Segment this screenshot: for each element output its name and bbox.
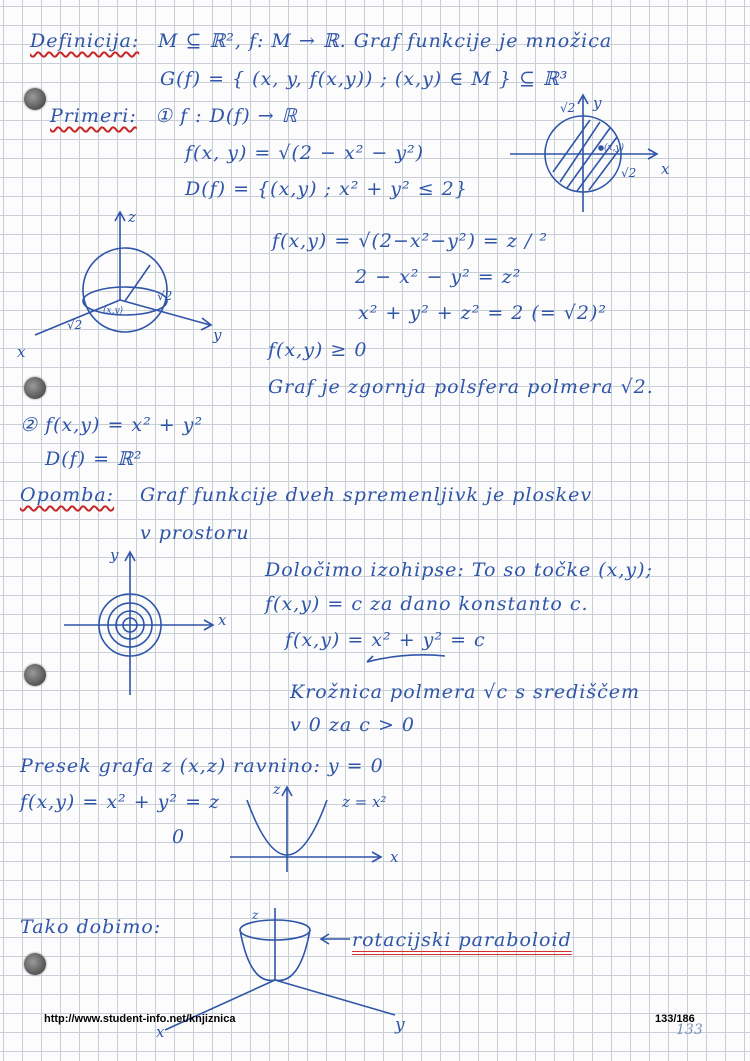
hemisphere-outline <box>83 248 167 332</box>
examples-label: Primeri: <box>50 105 137 127</box>
x-label: x <box>661 160 670 178</box>
handwritten-page-number: 133 <box>676 1022 703 1038</box>
equation-1: f(x,y) = √(2−x²−y²) = z / ² <box>272 230 548 252</box>
x-label: x <box>156 1023 165 1041</box>
isohypse-line-3: f(x,y) = x² + y² = c <box>285 629 486 651</box>
z-label: z <box>128 208 136 226</box>
conclusion-text: Tako dobimo: <box>20 916 162 938</box>
footer-url: http://www.student-info.net/knjiznica <box>44 1013 236 1025</box>
paraboloid-label: rotacijski paraboloid <box>352 929 572 951</box>
sqrt2-right-label: √2 <box>621 166 637 180</box>
point-label: (x,y) <box>103 306 124 316</box>
example1-domain: D(f) = {(x,y) ; x² + y² ≤ 2} <box>185 178 468 200</box>
punch-hole <box>24 664 46 686</box>
sqrt2-top-label: √2 <box>560 101 576 115</box>
y-axis <box>275 980 395 1015</box>
domain-disk-figure <box>505 92 680 217</box>
punch-hole <box>24 953 46 975</box>
remark-text-2: v prostoru <box>140 522 250 544</box>
section-zero: 0 <box>172 826 186 848</box>
example2-function: ② f(x,y) = x² + y² <box>20 414 204 436</box>
definition-label: Definicija: <box>30 30 140 52</box>
section-line: Presek grafa z (x,z) ravnino: y = 0 <box>20 755 384 777</box>
sqrt2-right-label: √2 <box>157 289 173 303</box>
footer-page-number: 133/186 <box>655 1013 695 1025</box>
equation-2: 2 − x² − y² = z² <box>355 266 522 288</box>
punch-hole <box>24 377 46 399</box>
hatching <box>553 120 619 191</box>
definition-text: M ⊆ ℝ², f: M → ℝ. Graf funkcije je množica <box>158 30 613 52</box>
equation-3: x² + y² + z² = 2 (= √2)² <box>358 302 608 324</box>
equation-5: Graf je zgornja polsfera polmera √2. <box>268 376 654 398</box>
brace-mark <box>365 648 455 668</box>
parabola-label: z = x² <box>342 793 387 811</box>
isohypse-line-2: f(x,y) = c za dano konstanto c. <box>265 593 589 615</box>
point-marker <box>599 146 603 150</box>
z-label: z <box>252 908 259 922</box>
y-label: y <box>593 94 602 112</box>
brace-curve <box>367 655 445 662</box>
equation-4: f(x,y) ≥ 0 <box>268 339 368 361</box>
sqrt2-left-label: √2 <box>67 318 83 332</box>
remark-text: Graf funkcije dveh spremenljivk je ploskev <box>140 484 593 506</box>
example2-domain: D(f) = ℝ² <box>45 448 143 470</box>
parabola-figure <box>225 780 415 875</box>
point-label: (x,y) <box>604 143 625 153</box>
example1-function: f(x, y) = √(2 − x² − y²) <box>185 142 425 164</box>
isohypse-line-4: Krožnica polmera √c s središčem <box>290 681 640 703</box>
x-label: x <box>17 343 26 361</box>
radius-line <box>125 265 150 301</box>
isohypse-line-5: v 0 za c > 0 <box>290 714 416 736</box>
graph-definition: G(f) = { (x, y, f(x,y)) ; (x,y) ∈ M } ⊆ ℝ³ <box>160 68 569 90</box>
z-label: z <box>273 782 281 798</box>
x-label: x <box>390 848 399 866</box>
y-label: y <box>395 1015 405 1035</box>
remark-label: Opomba: <box>20 484 115 506</box>
y-label: y <box>110 546 119 564</box>
level-curves-figure <box>62 545 237 705</box>
y-label: y <box>213 326 222 344</box>
x-label: x <box>218 611 227 629</box>
punch-hole <box>24 88 46 110</box>
hemisphere-figure <box>15 205 230 360</box>
section-equation: f(x,y) = x² + y² = z <box>20 791 221 813</box>
example1-map: ① f : D(f) → ℝ <box>155 105 298 127</box>
isohypse-line-1: Določimo izohipse: To so točke (x,y); <box>265 559 653 581</box>
pointer-arrow <box>318 932 352 946</box>
